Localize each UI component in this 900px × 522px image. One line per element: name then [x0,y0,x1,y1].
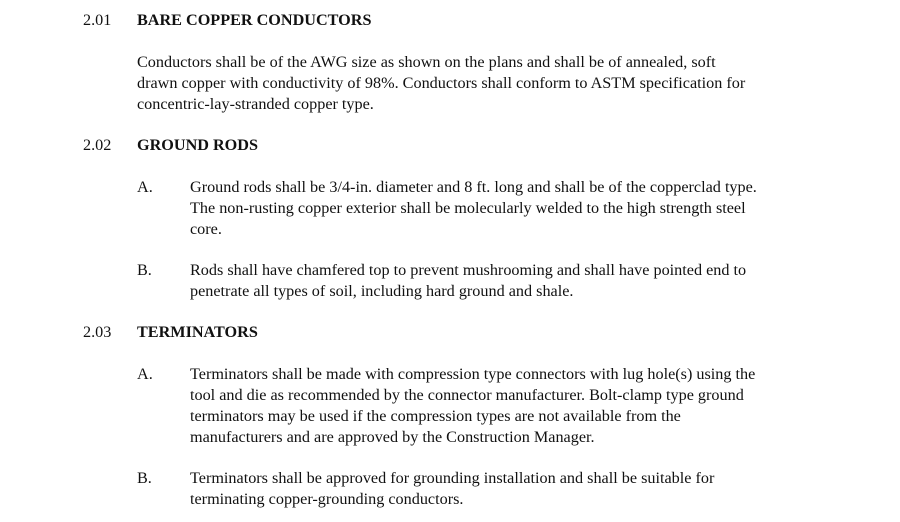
item-line: The non-rusting copper exterior shall be molecularly welded to the high strength steel [190,199,746,217]
item-line: Terminators shall be made with compression type connectors with lug hole(s) using the [190,365,756,383]
item-line: core. [190,220,222,238]
section-number: 2.02 [83,136,112,154]
section-title: BARE COPPER CONDUCTORS [137,11,372,29]
item-line: penetrate all types of soil, including hard ground and shale. [190,282,574,300]
item-letter: B. [137,261,152,279]
section-paragraph-2-01 [137,52,837,115]
item-line: Ground rods shall be 3/4-in. diameter and 8 ft. long and shall be of the copperclad type. [190,178,757,196]
item-line: Rods shall have chamfered top to prevent mushrooming and shall have pointed end to [190,261,747,279]
item-line: tool and die as recommended by the connector manufacturer. Bolt-clamp type ground [190,386,744,404]
item-text [190,468,830,510]
item-text [190,260,830,302]
item-text [190,177,830,240]
item-line: manufacturers and are approved by the Construction Manager. [190,428,595,446]
section-number: 2.03 [83,323,112,341]
paragraph-line: drawn copper with conductivity of 98%. Conductors shall conform to ASTM specification for [137,74,746,92]
item-letter: A. [137,365,153,383]
item-letter: A. [137,178,153,196]
item-letter: B. [137,469,152,487]
paragraph-line: concentric-lay-stranded copper type. [137,95,374,113]
section-title: TERMINATORS [137,323,258,341]
paragraph-line: Conductors shall be of the AWG size as shown on the plans and shall be of annealed, soft [137,53,716,71]
section-number: 2.01 [83,11,112,29]
item-line: terminating copper-grounding conductors. [190,490,464,508]
item-text [190,364,830,448]
item-line: Terminators shall be approved for grounding installation and shall be suitable for [190,469,715,487]
section-title: GROUND RODS [137,136,258,154]
item-line: terminators may be used if the compression types are not available from the [190,407,681,425]
